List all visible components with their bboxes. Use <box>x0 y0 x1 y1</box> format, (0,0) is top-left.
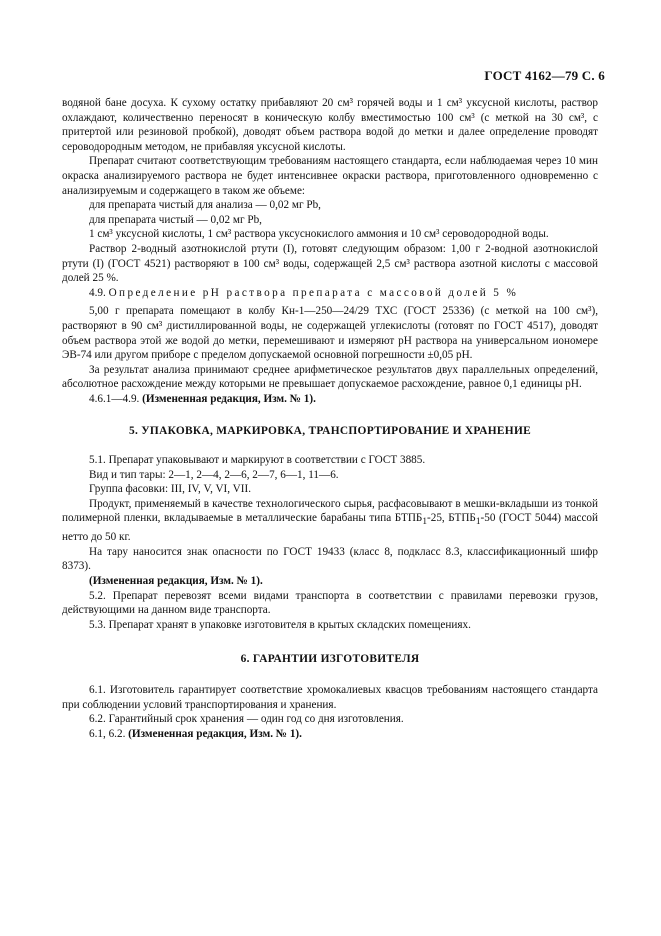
paragraph: 5.2. Препарат перевозят всеми видами транспорта в соответствии с правилами перевозки грузов, действующими на данном виде транспорта. <box>62 589 598 617</box>
text-run: -25, БТПБ <box>427 512 476 525</box>
clause-range: 6.1, 6.2. <box>89 727 126 740</box>
paragraph: Препарат считают соответствующим требованиям настоящего стандарта, если наблюдаемая через 10 мин окраска анализируемого раствора не будет интенсивнее окраски раствора, приготовленного одновременно с анализируемым и содержащего в таком же объеме: <box>62 155 598 197</box>
paragraph: для препарата чистый — 0,02 мг Pb, <box>89 213 262 226</box>
page-header-ref: ГОСТ 4162—79 С. 6 <box>484 68 605 83</box>
amendment-label: (Измененная редакция, Изм. № 1). <box>89 575 263 588</box>
section-5-title: 5. УПАКОВКА, МАРКИРОВКА, ТРАНСПОРТИРОВАНИЕ И ХРАНЕНИЕ <box>128 425 532 438</box>
text-run: Продукт, применяемый в качестве технологического сырья, расфасовывают в мешки-вкладыши из тонкой полимерной пленки, вкладываемые в металлические барабаны типа БТПБ <box>62 497 598 525</box>
clause-4-9-heading <box>62 286 598 301</box>
section-6-title: 6. ГАРАНТИИ ИЗГОТОВИТЕЛЯ <box>240 653 420 666</box>
amendment-label: (Измененная редакция, Изм. № 1). <box>142 392 316 405</box>
amendment-note <box>62 392 598 407</box>
paragraph: 5.3. Препарат хранят в упаковке изготовителя в крытых складских помещениях. <box>89 618 471 631</box>
paragraph: На тару наносится знак опасности по ГОСТ 19433 (класс 8, подкласс 8.3, классификационный шифр 8373). <box>62 545 598 573</box>
paragraph <box>62 497 598 545</box>
clause-range: 4.6.1—4.9. <box>89 392 140 405</box>
amendment-label: (Измененная редакция, Изм. № 1). <box>128 727 302 740</box>
subscript: 1 <box>422 517 427 528</box>
document-body <box>62 96 598 741</box>
paragraph: водяной бане досуха. К сухому остатку прибавляют 20 см³ горячей воды и 1 см³ уксусной кислоты, раствор охлаждают, количественно переносят в коническую колбу вместимостью 100 см³ (с меткой на 30 см³, с притертой или резиновой пробкой), доводят объем раствора водой до метки и далее определение проводят сероводородным методом, не прибавляя уксусной кислоты. <box>62 97 598 153</box>
clause-number: 4.9. <box>89 286 106 299</box>
text-run: -50 (ГОСТ 5044) массой нетто до 50 кг. <box>62 512 599 544</box>
paragraph: Группа фасовки: III, IV, V, VI, VII. <box>89 483 251 496</box>
subscript: 1 <box>475 517 481 528</box>
paragraph: 6.2. Гарантийный срок хранения — один год со дня изготовления. <box>89 713 404 726</box>
paragraph: Раствор 2-водный азотнокислой ртути (I), готовят следующим образом: 1,00 г 2-водной азотнокислой ртути (I) (ГОСТ 4521) растворяют в 100 см³ воды, содержащей 2,5 см³ раствора азотной кислоты с массовой долей 25 %. <box>62 242 598 285</box>
paragraph: 5.1. Препарат упаковывают и маркируют в соответствии с ГОСТ 3885. <box>89 454 426 467</box>
paragraph: для препарата чистый для анализа — 0,02 мг Pb, <box>89 199 321 212</box>
paragraph: 5,00 г препарата помещают в колбу Кн-1—250—24/29 ТХС (ГОСТ 25336) (с меткой на 100 см³), растворяют в 90 см³ дистиллированной воды, не содержащей углекислоты (готовят по ГОСТ 4517), доводят объем раствора этой же водой до метки, перемешивают и измеряют pH раствора на универсальном иономере ЭВ-74 или другом приборе с пределом допускаемой основной погрешности ±0,05 pH. <box>62 305 598 362</box>
amendment-note <box>62 727 598 742</box>
paragraph: За результат анализа принимают среднее арифметическое результатов двух параллельных определений, абсолютное расхождение между которыми не превышает допускаемое расхождение, равное 0,1 единицы pH. <box>62 363 598 391</box>
paragraph: Вид и тип тары: 2—1, 2—4, 2—6, 2—7, 6—1, 11—6. <box>89 468 339 481</box>
clause-title: Определение pH раствора препарата с массовой долей 5 % <box>108 286 519 299</box>
paragraph: 1 см³ уксусной кислоты, 1 см³ раствора уксуснокислого аммония и 10 см³ сероводородной воды. <box>89 228 549 241</box>
paragraph: 6.1. Изготовитель гарантирует соответствие хромокалиевых квасцов требованиям настоящего стандарта при соблюдении условий транспортирования и хранения. <box>62 684 598 711</box>
